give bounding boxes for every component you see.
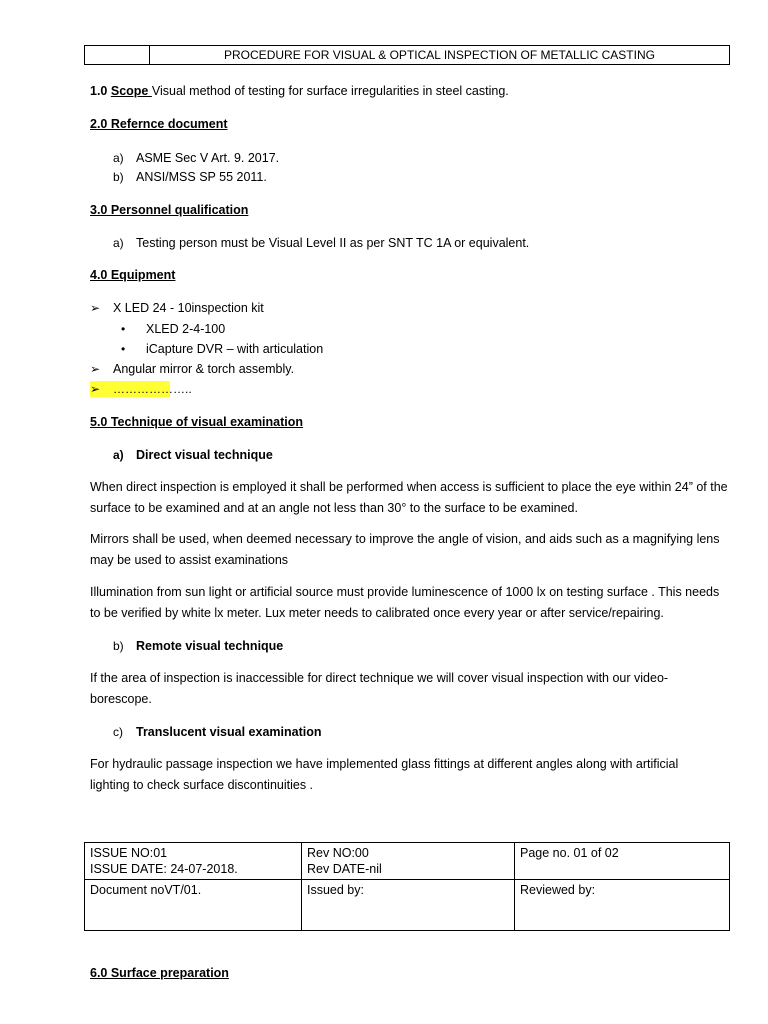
document-title-box — [84, 45, 730, 65]
issue-date: ISSUE DATE: 24-07-2018. — [90, 862, 238, 876]
reference-heading: 2.0 Refernce document — [90, 117, 228, 131]
equipment-item: ……………….. — [113, 382, 192, 396]
arrow-bullet-icon: ➢ — [90, 362, 101, 376]
surface-preparation-heading: 6.0 Surface preparation — [90, 966, 229, 980]
issued-by: Issued by: — [302, 880, 515, 931]
page-number: Page no. 01 of 02 — [520, 846, 619, 860]
reference-item: ANSI/MSS SP 55 2011. — [136, 170, 267, 184]
arrow-bullet-icon: ➢ — [90, 301, 101, 315]
issue-number: ISSUE NO:01 — [90, 846, 168, 860]
revision-date: Rev DATE-nil — [307, 862, 382, 876]
reference-item-marker: b) — [113, 170, 124, 184]
dot-bullet-icon: • — [121, 322, 126, 336]
equipment-heading: 4.0 Equipment — [90, 268, 176, 282]
technique-marker: c) — [113, 725, 123, 739]
technique-marker: a) — [113, 448, 124, 462]
personnel-item: Testing person must be Visual Level II as per SNT TC 1A or equivalent. — [136, 236, 530, 250]
equipment-item: Angular mirror & torch assembly. — [113, 362, 295, 376]
paragraph: Mirrors shall be used, when deemed necessary to improve the angle of vision, and aids such as a magnifying lens may be used to assist examinations — [90, 532, 720, 567]
page-cell — [515, 843, 730, 880]
issue-cell — [85, 843, 302, 880]
technique-heading: 5.0 Technique of visual examination — [90, 415, 304, 429]
paragraph: If the area of inspection is inaccessible for direct technique we will cover visual inspection with our video-borescope. — [90, 671, 669, 706]
title-blank-cell — [85, 46, 150, 64]
scope-line — [90, 83, 509, 99]
highlighted-placeholder-item — [90, 381, 192, 397]
paragraph: For hydraulic passage inspection we have implemented glass fittings at different angles along with artificial lighting to check surface discontinuities . — [90, 757, 679, 792]
personnel-item-marker: a) — [113, 236, 124, 250]
technique-title-translucent: Translucent visual examination — [136, 725, 322, 739]
document-control-table — [84, 842, 730, 931]
revision-cell — [302, 843, 515, 880]
equipment-subitem: iCapture DVR – with articulation — [146, 342, 324, 356]
reference-item: ASME Sec V Art. 9. 2017. — [136, 151, 280, 165]
document-title: PROCEDURE FOR VISUAL & OPTICAL INSPECTION OF METALLIC CASTING — [224, 48, 655, 62]
personnel-heading: 3.0 Personnel qualification — [90, 203, 249, 217]
technique-title-remote: Remote visual technique — [136, 639, 284, 653]
scope-label: Scope — [110, 84, 152, 98]
reference-item-marker: a) — [113, 151, 124, 165]
technique-title-direct: Direct visual technique — [136, 448, 273, 462]
equipment-subitem: XLED 2-4-100 — [146, 322, 226, 336]
paragraph: Illumination from sun light or artificial source must provide luminescence of 1000 lx on testing surface . This needs to be verified by white lx meter. Lux meter needs to calibrated once every year or after service/repairing. — [90, 585, 720, 620]
dot-bullet-icon: • — [121, 342, 126, 356]
paragraph: When direct inspection is employed it shall be performed when access is sufficient to place the eye within 24” of the surface to be examined and at an angle not less than 30° to the surface to be examined. — [90, 480, 728, 515]
equipment-item: X LED 24 - 10inspection kit — [113, 301, 264, 315]
reviewed-by: Reviewed by: — [515, 880, 730, 931]
scope-number: 1.0 — [90, 84, 111, 98]
document-number: Document noVT/01. — [85, 880, 302, 931]
arrow-bullet-icon: ➢ — [90, 382, 101, 396]
technique-marker: b) — [113, 639, 124, 653]
scope-text: Visual method of testing for surface irregularities in steel casting. — [151, 84, 509, 98]
revision-number: Rev NO:00 — [307, 846, 369, 860]
